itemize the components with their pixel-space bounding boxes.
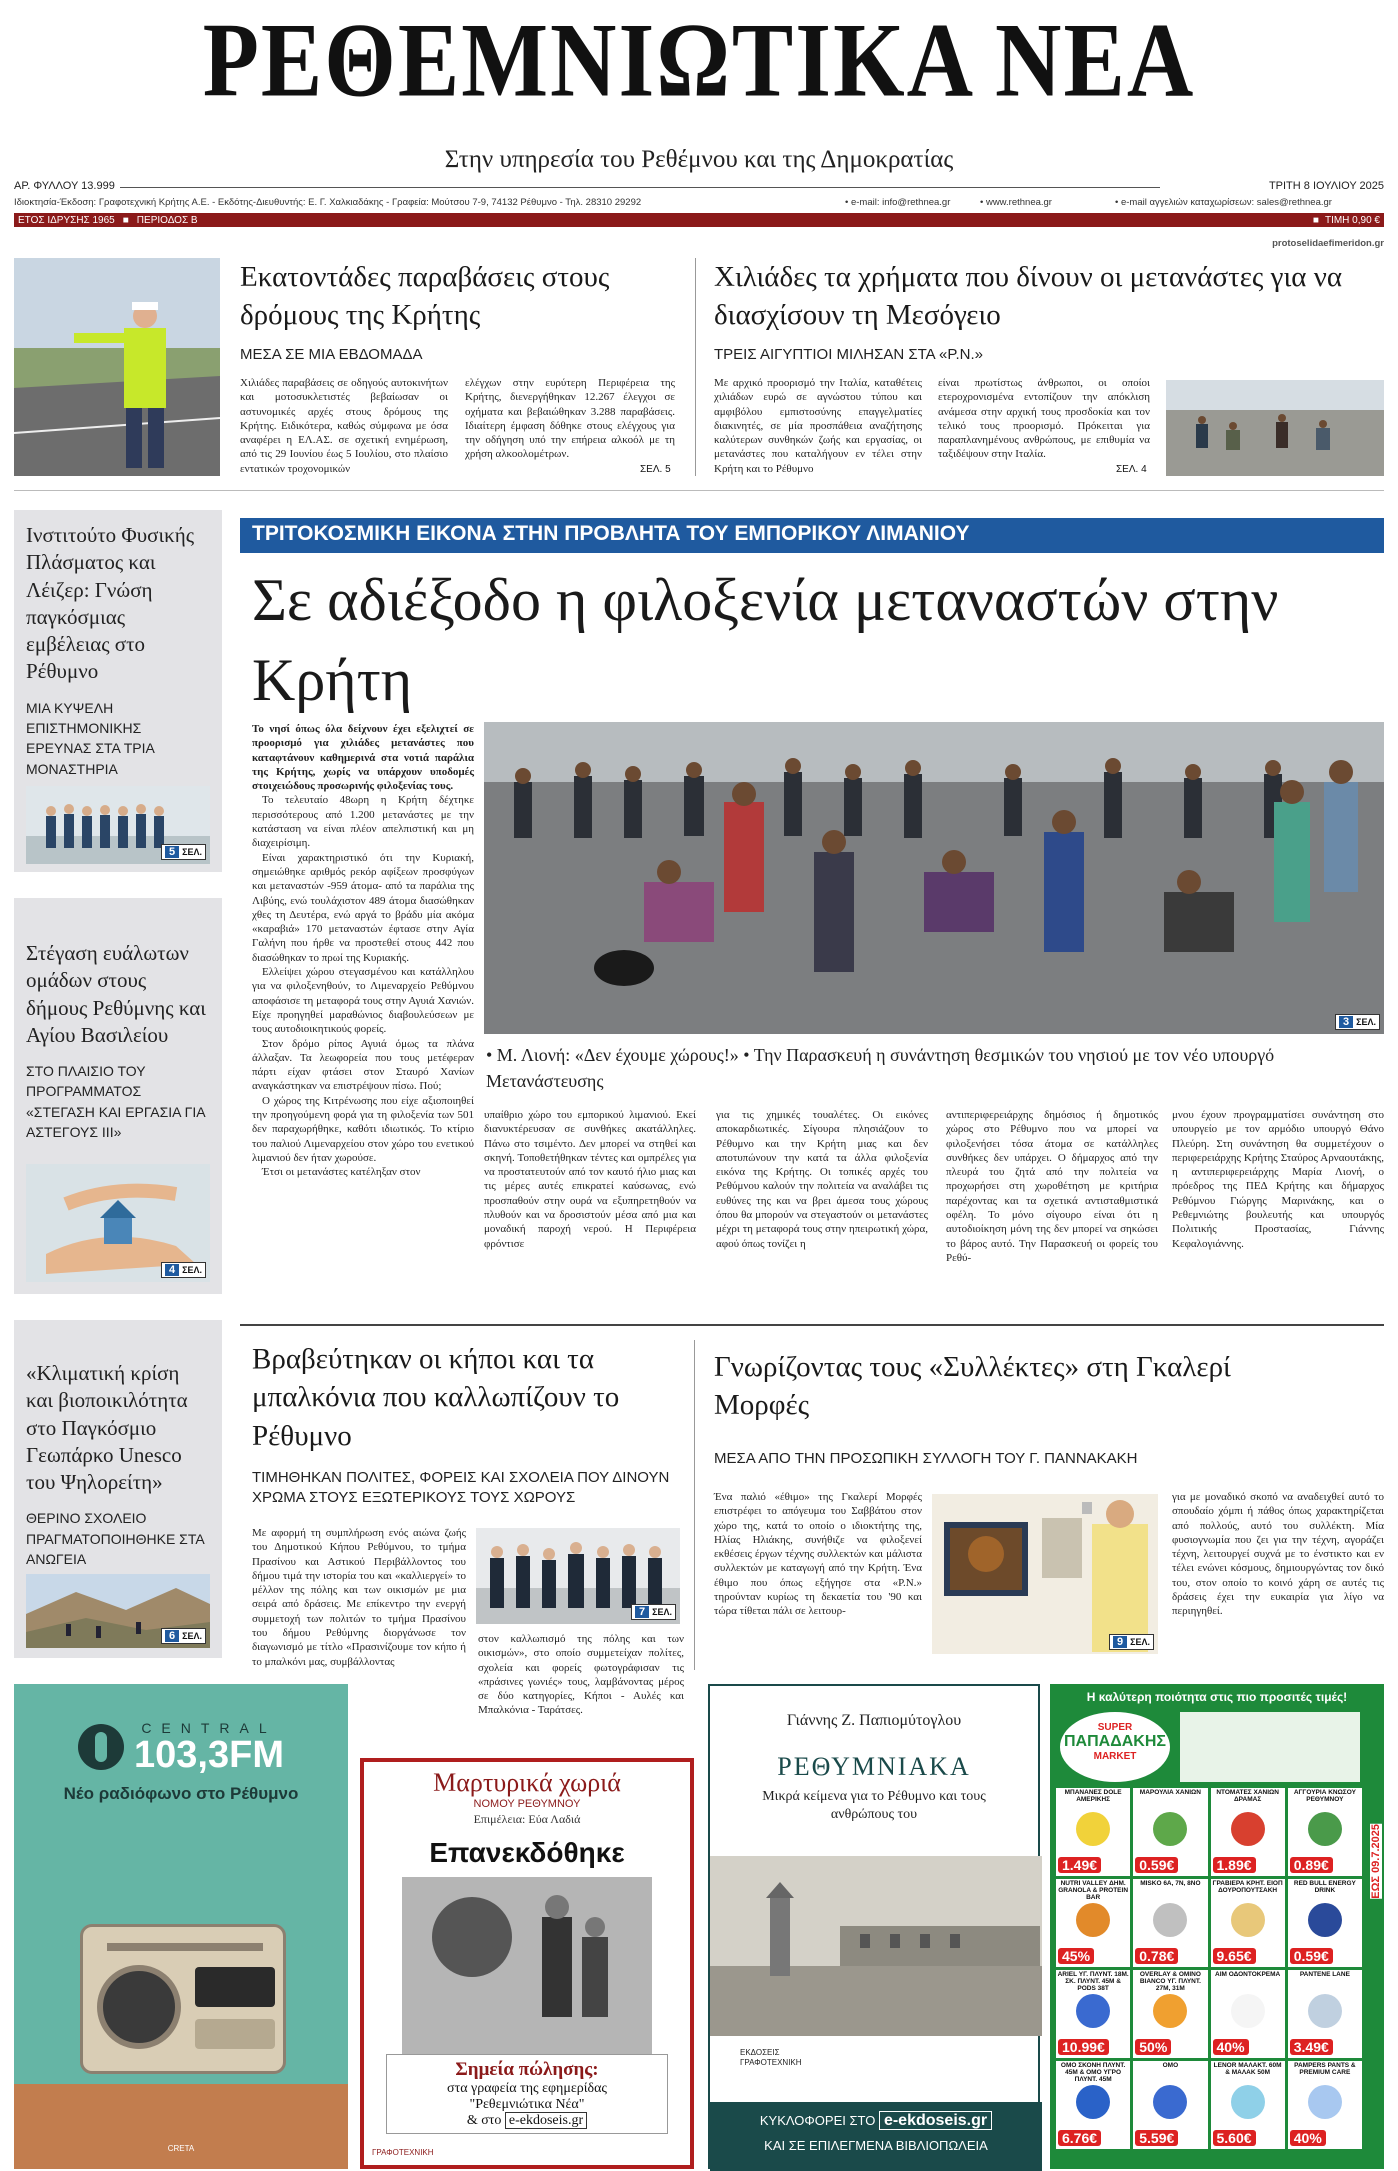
market-product [1133,2061,1207,2149]
market-product-price: 45% [1058,1948,1094,1964]
market-product-image [1153,1812,1187,1846]
market-product [1288,1970,1362,2058]
page-ref-badge[interactable]: 6 ΣΕΛ. [161,1628,206,1644]
main-headline[interactable]: Σε αδιέξοδο η φιλοξενία μεταναστών στην Κρήτη [252,567,1279,714]
gallery-photo [932,1494,1158,1654]
radio-ad[interactable] [14,1684,348,2169]
top-left-col2: ελέγχων στην ευρύτερη Περιφέρεια της Κρήτης, διενεργήθηκαν 12.267 έλεγχοι σε οχήματα και βεβαιώθηκαν 3.288 παραβάσεις. Ιδιαίτερη έμφαση δόθηκε στους ελέγχους για την οδήγηση υπό την επήρεια αλκοόλ με τη χρήση αλκοολομέτρων. [465,377,675,461]
book1-paper: "Ρεθεμνιώτικα Νέα" [469,2097,585,2112]
sidebar-story-1-title: Ινστιτούτο Φυσικής Πλάσματος και Λέιζερ: Γνώση παγκόσμιας εμβέλειας στο Ρέθυμνο [26,523,195,684]
gardens-photo [476,1528,680,1624]
gardens-col2: στον καλλωπισμό της πόλης και των οικισμών», στο οποίο συμμετείχαν πολίτες, σχολεία και φορείς φωτογράφισαν τις «πράσινες γωνιές» τους, λαμβάνοντας μέρος σε δύο κατηγορίες, Κήποι - Αυλές και Μπαλκόνια - Ταράτσες. [478,1633,684,1717]
top-left-kicker: ΜΕΣΑ ΣΕ ΜΙΑ ΕΒΔΟΜΑΔΑ [240,346,423,363]
book1-publisher: ΓΡΑΦΟΤΕΧΝΙΚΗ [372,2148,434,2157]
market-product-price: 6.76€ [1058,2130,1101,2146]
divider [240,1324,1384,1326]
market-product-name: ΝΤΟΜΑΤΕΣ ΧΑΝΙΩΝ ΔΡΑΜΑΣ [1216,1789,1279,1803]
book1-sale-text: στα γραφεία της εφημερίδας [447,2081,607,2096]
book1-reissued: Επανεκδόθηκε [429,1837,625,1868]
ownership-line: Ιδιοκτησία-Έκδοση: Γραφοτεχνική Κρήτης Α.Ε. - Εκδότης-Διευθυντής: Ε. Γ. Χαλκιαδάκης - Γραφεία: Μούτσου 7-9, 74132 Ρέθυμνο - Τηλ. 28310 29292 [14,197,642,208]
book2-available: ΚΥΚΛΟΦΟΡΕΙ ΣΤΟ [759,2113,876,2128]
market-product-price: 5.59€ [1135,2130,1178,2146]
book2-also: ΚΑΙ ΣΕ ΕΠΙΛΕΓΜΕΝΑ ΒΙΒΛΙΟΠΩΛΕΙΑ [764,2138,988,2153]
page-ref-badge[interactable]: 5 ΣΕΛ. [161,844,206,860]
book1-editor: Επιμέλεια: Εύα Λαδιά [473,1812,581,1826]
market-product-name: ΓΡΑΒΙΕΡΑ ΚΡΗΤ. ΕΙΟΠ ΔΟΥΡΟΠΟΥΤΣΑΚΗ [1212,1880,1283,1894]
market-product-price: 10.99€ [1058,2039,1109,2055]
main-para-2: Είναι χαρακτηριστικό ότι την Κυριακή, σημειώθηκε αριθμός ρεκόρ αφίξεων προσφύγων και μεταναστών -959 άτομα- από τα παράλια της Λιβύης, ενώ τουλάχιστον 489 άτομα διασώθηκαν χθες τη Δευτέρα, ενώ αργά το βράδυ μία ακόμα «καραβιά» 170 μεταναστών έφτασε στην Αγία Γαλήνη που ήρθε να προστεθεί στους 442 που διασώθηκαν το πρωί της Κυριακής. [252,851,474,964]
market-product-price: 1.49€ [1058,1857,1101,1873]
market-product-name: OMO [1162,2062,1179,2069]
market-product-name: NUTRI VALLEY ΔΗΜ. GRANOLA & PROTEIN BAR [1058,1880,1129,1901]
radio-slogan: Νέο ραδιόφωνο στο Ρέθυμνο [63,1784,299,1803]
market-product-price: 0.59€ [1135,1857,1178,1873]
page-ref-badge[interactable]: 9 ΣΕΛ. [1109,1634,1154,1650]
main-para-5: Ο χώρος της Κιτρένωσης που είχε αξιοποιηθεί την προηγούμενη φορά για τη φιλοξενία των 501 δεν παραχωρήθηκε, καθότι ιδιωτικός. Το κτίριο του παλιού Λιμεναρχείου στον χώρο του ενετικού λιμανιού δεν ήταν χωρούσε. [252,1094,474,1164]
market-product-name: LENOR ΜΑΛΑΚΤ. 60Μ & ΜΑΛΑΚ 50Μ [1213,2062,1282,2076]
book-ad-martyric-villages[interactable] [360,1758,694,2169]
radio-footer: CRETA [167,2144,195,2153]
market-brand: ΠΑΠΑΔΑΚΗΣ [1064,1733,1166,1750]
issue-date: ΤΡΙΤΗ 8 ΙΟΥΛΙΟΥ 2025 [1268,180,1384,192]
market-product-image [1231,1812,1265,1846]
page-ref-badge[interactable]: 4 ΣΕΛ. [161,1262,206,1278]
radio-logo-icon [78,1724,124,1770]
market-product-price: 9.65€ [1213,1948,1256,1964]
main-photo-caption: • Μ. Λιονή: «Δεν έχουμε χώρους!» • Την Παρασκευή η συνάντηση θεσμικών του νησιού με τον νέο υπουργό Μετανάστευσης [486,1045,1275,1092]
main-story-column-2: υπαίθριο χώρο του εμπορικού λιμανιού. Εκεί διανυκτέρευσαν σε συνθήκες ακατάλληλες. Πάνω στο τσιμέντο. Δεν μπορεί να στηθεί και σκηνή. Τοποθετήθηκαν τέντες και ομπρέλες για να προστατευτούν από τον καυτό ήλιο μιας και τις μέρες αυτές επικρατεί καύσωνας, ενώ προσπαθούν στην ουρά να εξυπηρετηθούν να πλυθούν και να δροσιστούν μέσα από μια και μοναδική παροχή νερού. Η Περιφέρεια φρόντισε [484,1109,696,1250]
top-left-col1: Χιλιάδες παραβάσεις σε οδηγούς αυτοκινήτων και μοτοσυκλετιστές βεβαίωσαν οι αστυνομικές αρχές στους δρόμους της Κρήτης. Ειδικότερα, καθώς σύμφωνα με όσα αναφέρει η ΕΛ.ΑΣ. σε σχετική ενημέρωση, από τις 29 Ιουνίου έως 5 Ιουλίου, στο πλαίσιο εντατικών τροχονομικών [240,377,448,475]
migrants-port-photo [1166,380,1384,476]
top-right-ref[interactable]: ΣΕΛ. 4 [1116,464,1147,475]
main-story-column-1 [252,722,474,1300]
main-story-column-5: μνου έχουν προγραμματίσει συνάντηση στο υπουργείο με τον αρμόδιο υπουργό Θάνο Πλεύρη. Στη συνάντηση θα συμμετέχουν ο περιφερειάρχης Κρήτης Σταύρος Αρναουτάκης, η αντιπεριφερειάρχης Μαρία Λιονή, ο πρόεδρος της ΠΕΔ Κρήτης και δήμαρχος Ρεθύμνου Γιώργης Μαρινάκης, και ο Ρεθεμνιώτης βουλευτής και υπουργός Πολιτικής Προστασίας, Γιάννης Κεφαλογιάννης. [1172,1109,1384,1250]
market-product-name: PANTENE LANE [1299,1971,1350,1978]
market-products [1056,1788,1362,2149]
market-product [1211,1970,1285,2058]
gardens-kicker: ΤΙΜΗΘΗΚΑΝ ΠΟΛΙΤΕΣ, ΦΟΡΕΙΣ ΚΑΙ ΣΧΟΛΕΙΑ ΠΟΥ ΔΙΝΟΥΝ ΧΡΩΜΑ ΣΤΟΥΣ ΕΞΩΤΕΡΙΚΟΥΣ ΤΟΥΣ ΧΩΡΟΥΣ [252,1469,670,1507]
market-product-price: 5.60€ [1213,2130,1256,2146]
book1-shop-link[interactable]: e-ekdoseis.gr [505,2112,587,2129]
top-left-ref[interactable]: ΣΕΛ. 5 [640,464,671,475]
sidebar-story-3[interactable] [14,1320,222,1658]
market-product-image [1153,1994,1187,2028]
market-product-image [1308,2085,1342,2119]
collectors-col2: για με μοναδικό σκοπό να αναδειχθεί αυτό το σπουδαίο χόμπι ή πάθος όπως χαρακτηρίζεται από πολλούς, αυτό του συλλέκτη. Μία φυσιογνωμία που ζει για την τέχνη, αγοράζει τέχνη, λειτουργεί συχνά με το ένστικτο και εν τέλει ενώνει κόσμους, δημιουργώντας τον δικό του, στον οποίο το κοινό χάρη σε αυτές τις δράσεις έχει την ευκαιρία για λίγο να περιηγηθεί. [1172,1491,1384,1618]
market-product-name: OMO ΣΚΟΝΗ ΠΛΥΝΤ. 45Μ & OMO ΥΓΡΟ ΠΛΥΝΤ. 45Μ [1060,2062,1126,2083]
collectors-headline[interactable]: Γνωρίζοντας τους «Συλλέκτες» στη Γκαλερί Μορφές [714,1351,1231,1422]
founded-year: ΕΤΟΣ ΙΔΡΥΣΗΣ 1965 [18,214,115,226]
market-product-price: 40% [1290,2130,1326,2146]
price: ΤΙΜΗ 0,90 € [1324,214,1380,226]
top-right-kicker: ΤΡΕΙΣ ΑΙΓΥΠΤΙΟΙ ΜΙΛΗΣΑΝ ΣΤΑ «Ρ.Ν.» [714,346,983,363]
market-product [1211,1879,1285,1967]
market-product-price: 50% [1135,2039,1171,2055]
market-product [1211,1788,1285,1876]
sidebar-story-1-kicker: ΜΙΑ ΚΥΨΕΛΗ ΕΠΙΣΤΗΜΟΝΙΚΗΣ ΕΡΕΥΝΑΣ ΣΤΑ ΤΡΙΑ ΜΟΝΑΣΤΗΡΙΑ [26,699,155,777]
book1-title: Μαρτυρικά χωριά [433,1768,621,1797]
radio-brand: CENTRAL [141,1720,277,1736]
market-product-image [1308,1812,1342,1846]
market-product [1056,1970,1130,2058]
main-para-4: Στον δρόμο ρίπος Αγυιά όμως τα πλάνα άλλαξαν. Τα λεωφορεία που τους μετέφεραν πάρτι είχαν φτάσει στον Σταυρό Χανίων αναγκάστηκαν να επιστρέψουν πίσω. Πού; [252,1037,474,1093]
geopark-photo [26,1574,210,1648]
market-product-image [1231,2085,1265,2119]
sidebar-story-3-kicker: ΘΕΡΙΝΟ ΣΧΟΛΕΙΟ ΠΡΑΓΜΑΤΟΠΟΙΗΘΗΚΕ ΣΤΑ ΑΝΩΓΕΙΑ [26,1510,204,1568]
market-product [1133,1788,1207,1876]
market-product-name: ΜΠΑΝΑΝΕΣ DOLE ΑΜΕΡΙΚΗΣ [1064,1789,1122,1803]
page-ref-badge[interactable]: 3 ΣΕΛ. [1335,1014,1380,1030]
radio-frequency: 103,3FM [134,1734,284,1776]
market-product-image [1076,1994,1110,2028]
book1-cover-photo [402,1877,652,2057]
collectors-col1: Ένα παλιό «έθιμο» της Γκαλερί Μορφές επιστρέφει το απόγευμα του Σαββάτου στον χώρο της, κατά το οποίο ο ιδιοκτήτης της, Ηλίας Ηλιάκης, συνήθιζε να φιλοξενεί εκθέσεις έργων τέχνης συλλεκτών και μάλιστα συλλεκτών με καταγωγή από την Κρήτη. Ένα έθιμο που όπως εξήγησε στα «Ρ.Ν.» τηρούνταν κυρίως τη δεκαετία του '90 και τώρα τίθεται πάλι σε λειτουρ- [714,1491,922,1618]
main-migrants-photo [484,722,1384,1034]
page-ref-badge[interactable]: 7 ΣΕΛ. [631,1604,676,1620]
issue-number: ΑΡ. ΦΥΛΛΟΥ 13.999 [14,180,115,192]
source-watermark: protoselidaefimeridon.gr [1272,238,1384,249]
market-product-name: ARIEL ΥΓ. ΠΛΥΝΤ. 18Μ. ΣΚ. ΠΛΥΝΤ. 45Μ & PODS 38Τ [1057,1971,1129,1992]
market-product-image [1076,1812,1110,1846]
market-super: SUPER [1097,1722,1133,1733]
book2-shop-link[interactable]: e-ekdoseis.gr [879,2111,992,2130]
book-ad-rethymniaka[interactable] [708,1684,1040,2169]
sidebar-story-2-kicker: ΣΤΟ ΠΛΑΙΣΙΟ ΤΟΥ ΠΡΟΓΡΑΜΜΑΤΟΣ «ΣΤΕΓΑΣΗ ΚΑΙ ΕΡΓΑΣΙΑ ΓΙΑ ΑΣΤΕΓΟΥΣ ΙΙΙ» [26,1063,205,1141]
main-para-3: Ελλείψει χώρου στεγασμένου και κατάλληλου για να φιλοξενηθούν, το Λιμεναρχείο Ρεθύμνου αποφάσισε τη μεταφορά τους στην Αγυιά Χανιών. Είχε προηγηθεί μαραθώνιος διαβουλεύσεων με τους αυτοδιοικητικούς φορείς. [252,966,474,1036]
market-market: MARKET [1093,1751,1137,1762]
main-para-1: Το τελευταίο 48ωρη η Κρήτη δέχτηκε περισσότερους από 1.200 μετανάστες με την κατάσταση να είναι πλέον απελπιστική και μη διαχειρίσιμη. [252,794,474,850]
market-product-price: 0.78€ [1135,1948,1178,1964]
market-product-price: 3.49€ [1290,2039,1333,2055]
market-product-name: ΜΑΡΟΥΛΙΑ ΧΑΝΙΩΝ [1139,1789,1201,1796]
market-header: Η καλύτερη ποιότητα στις πιο προσιτές τιμές! [1086,1690,1348,1704]
market-product-name: RED BULL ENERGY DRINK [1293,1880,1356,1894]
market-product [1133,1970,1207,2058]
main-story-column-3: για τις χημικές τουαλέτες. Οι εικόνες αποκαρδιωτικές. Σίγουρα πλησιάζουν το Ρέθυμνο και την Κρήτη μιας και δεν αποτυπώνουν την κατά τα άλλα φιλοξενία εικόνα της Κρήτης. Οι τοπικές αρχές του Ρεθύμνου καλούν την πολιτεία να αναλάβει τις ευθύνες της και να βρει άμεσα τους χώρους όπου θα μπορούν να στεγαστούν οι μετανάστες μέχρι τη μεταφορά τους στην ηπειρωτική χώρα, αφού όπως τονίζει η [716,1109,928,1250]
institute-photo [26,786,210,864]
market-product [1056,1788,1130,1876]
market-product-image [1231,1994,1265,2028]
market-product-name: ΑΓΓΟΥΡΙΑ ΚΝΩΣΟΥ ΡΕΘΥΜΝΟΥ [1293,1789,1356,1803]
market-product-price: 0.59€ [1290,1948,1333,1964]
housing-photo [26,1164,210,1282]
market-product-name: AIM ΟΔΟΝΤΟΚΡΕΜΑ [1215,1971,1281,1978]
market-product [1056,2061,1130,2149]
period: ΠΕΡΙΟΔΟΣ Β [136,214,198,226]
market-product-price: 40% [1213,2039,1249,2055]
market-product [1288,1879,1362,1967]
market-product-image [1308,1903,1342,1937]
radio-device-icon [80,1924,286,2074]
market-product-price: 1.89€ [1213,1857,1256,1873]
book2-author: Γιάννης Ζ. Παπιομύτογλου [786,1712,962,1729]
main-story-banner: ΤΡΙΤΟΚΟΣΜΙΚΗ ΕΙΚΟΝΑ ΣΤΗΝ ΠΡΟΒΛΗΤΑ ΤΟΥ ΕΜΠΟΡΙΚΟΥ ΛΙΜΑΝΙΟΥ [240,518,1384,553]
collectors-kicker: ΜΕΣΑ ΑΠΟ ΤΗΝ ΠΡΟΣΩΠΙΚΗ ΣΥΛΛΟΓΗ ΤΟΥ Γ. ΠΑΝΝΑΚΑΚΗ [714,1450,1138,1467]
market-product-name: OVERLAY & ΟΜΙΝΟ BIANCO ΥΓ. ΠΛΥΝΤ. 27Μ, 31Μ [1139,1971,1201,1992]
market-product [1288,2061,1362,2149]
market-product [1133,1879,1207,1967]
newspaper-title: ΡΕΘΕΜΝΙΩΤΙΚΑ ΝΕΑ [202,1,1196,119]
book1-sale-title: Σημεία πώλησης: [455,2059,599,2080]
sidebar-story-2-title: Στέγαση ευάλωτων ομάδων στους δήμους Ρεθύμνης και Αγίου Βασιλείου [26,941,206,1047]
sidebar-story-2[interactable] [14,898,222,1294]
market-product [1288,1788,1362,1876]
main-lead: Το νησί όπως όλα δείχνουν έχει εξελιχτεί σε προορισμό για χιλιάδες μετανάστες που καταφτάνουν καθημερινά στα νοτιά παράλια της Κρήτης, χωρίς να υπάρχουν υποδομές στοιχειώδους προσωρινής φιλοξενίας τους. [252,723,474,793]
contact-email[interactable]: • e-mail: info@rethnea.gr [845,197,951,208]
main-para-6: Έτσι οι μετανάστες κατέληξαν στον [262,1166,421,1179]
market-product-image [1231,1903,1265,1937]
website-link[interactable]: • www.rethnea.gr [980,197,1052,208]
market-product-image [1076,1903,1110,1937]
book1-and: & στο [466,2113,502,2128]
sidebar-story-3-title: «Κλιματική κρίση και βιοποικιλότητα στο Παγκόσμιο Γεωπάρκο Unesco του Ψηλορείτη» [26,1361,188,1495]
sidebar-story-1[interactable] [14,510,222,872]
market-product-image [1308,1994,1342,2028]
newspaper-subtitle: Στην υπηρεσία του Ρεθέμνου και της Δημοκρατίας [444,146,954,173]
top-right-col1: Με αρχικό προορισμό την Ιταλία, καταθέτεις χιλιάδων ευρώ σε αγνώστου τύπου και αμφιβόλου εμπιστοσύνης επαγγελματίες διακινητές, σε μία προσπάθεια αναζήτησης καλύτερων συνθηκών ζωής και εργασίας, οι μετανάστες που καταλήγουν εν τέλει στην Κρήτη και το Ρέθυμνο [714,377,922,475]
market-validity: ΕΩΣ 09.7.2025 [1370,1824,1382,1899]
market-product-image [1076,2085,1110,2119]
book2-cover-photo [710,1856,1042,2036]
traffic-police-photo [14,258,220,476]
top-right-headline[interactable]: Χιλιάδες τα χρήματα που δίνουν οι μετανάστες για να διασχίσουν τη Μεσόγειο [714,261,1343,332]
market-product-name: PAMPERS PANTS & PREMIUM CARE [1294,2062,1356,2076]
market-product-image [1153,2085,1187,2119]
supermarket-ad[interactable] [1050,1684,1384,2169]
top-right-col2: είναι πρωτίστως άνθρωποι, οι οποίοι ετεροχρονισμένα εντοπίζουν την απόκλιση ανάμεσα στην αρχική τους προσδοκία και τον τελικό τους προορισμό. Πρόκειται για παραπλανημένους ανθρώπους, με επιθυμία να ταξιδέψουν στην Ιταλία. [938,377,1150,461]
market-product-price: 0.89€ [1290,1857,1333,1873]
book2-title: ΡΕΘΥΜΝΙΑΚΑ [777,1752,971,1781]
top-left-headline[interactable]: Εκατοντάδες παραβάσεις στους δρόμους της Κρήτης [240,261,610,332]
gardens-col1: Με αφορμή τη συμπλήρωση ενός αιώνα ζωής του Δημοτικού Κήπου Ρεθύμνου, το τμήμα Πρασίνου και Αστικού Περιβάλλοντος του δήμου τιμά την ιστορία του και «καλλιεργεί» το μέλλον της πόλης και των οικισμών με μια σειρά από δράσεις. Με επίκεντρο την ενεργή συμμετοχή των πολιτών το τμήμα Πρασίνου του δήμου Ρεθύμνης διοργάνωσε τον διαγωνισμό με τίτλο «Πρασινίζουμε τον κήπο ή το μπαλκόνι μας, συμβάλλοντας [252,1527,466,1668]
market-product-image [1153,1903,1187,1937]
book2-subtitle: Μικρά κείμενα για το Ρέθυμνο και τους ανθρώπους του [762,1789,986,1823]
market-product-name: MISKO 6Α, 7Ν, 8ΝΟ [1140,1880,1201,1887]
ads-email[interactable]: • e-mail αγγελιών καταχωρίσεων: sales@rethnea.gr [1115,197,1332,208]
market-product [1211,2061,1285,2149]
main-story-column-4: αντιπεριφερειάρχης δημόσιος ή δημοτικός χώρος στο Ρέθυμνο που να μπορεί να φιλοξενήσει τόσα άτομα σε κατάλληλες συνθήκες δεν υπάρχει. Ο δήμαρχος από την πλευρά του ζητά από την πολιτεία να προχωρήσει στη χωροθέτηση με κριτήρια παρέχοντας και τα σχετικά αντισταθμιστικά οφέλη. Το μόνο σίγουρο είναι ότι η αυτοδιοίκηση μόνη της δεν μπορεί να σηκώσει το βάρος αυτό. Την Παρασκευή οι φορείς του Ρεθύ- [946,1109,1158,1264]
book1-subtitle: ΝΟΜΟΥ ΡΕΘΥΜΝΟΥ [473,1798,581,1810]
book2-publisher: ΕΚΔΟΣΕΙΣ ΓΡΑΦΟΤΕΧΝΙΚΗ [740,2048,802,2067]
gardens-headline[interactable]: Βραβεύτηκαν οι κήποι και τα μπαλκόνια που καλλωπίζουν το Ρέθυμνο [252,1343,620,1452]
market-product [1056,1879,1130,1967]
masthead-red-bar: ΕΤΟΣ ΙΔΡΥΣΗΣ 1965 ■ ΠΕΡΙΟΔΟΣ Β ■ ΤΙΜΗ 0,90 € [14,213,1384,227]
